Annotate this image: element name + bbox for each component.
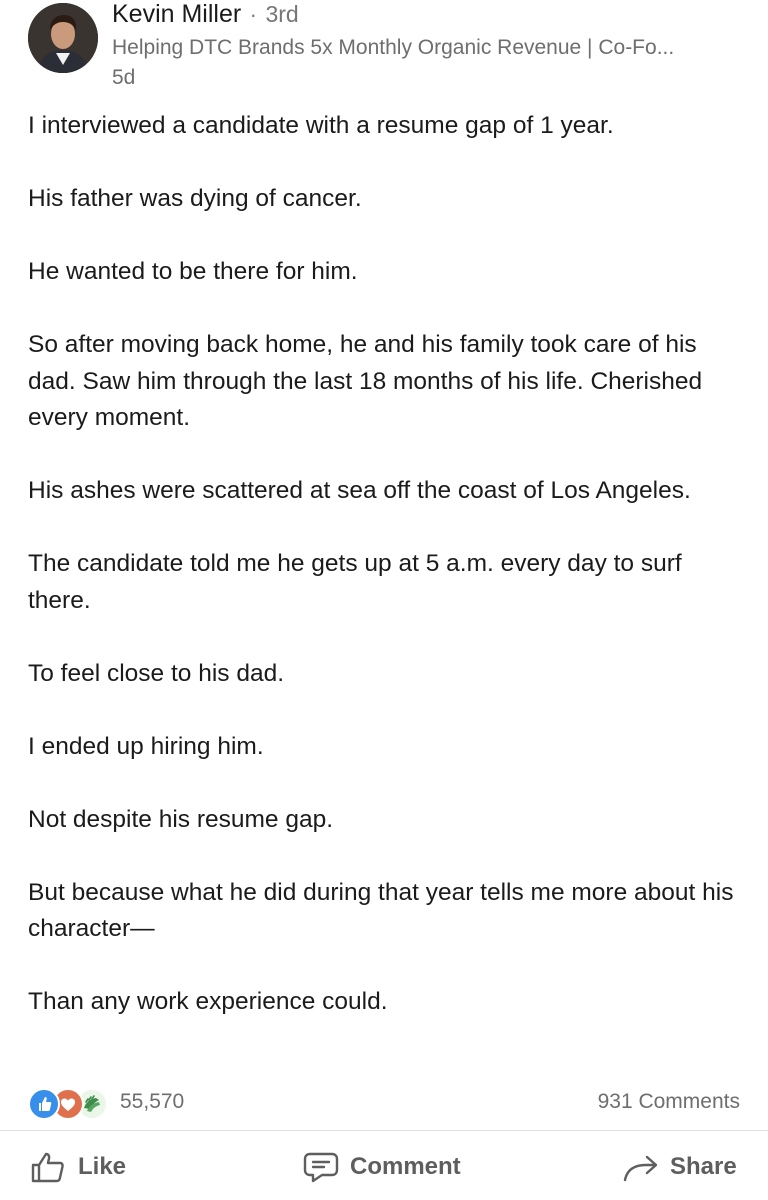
- post-paragraph: Than any work experience could.: [28, 988, 388, 1015]
- connection-degree: 3rd: [265, 1, 299, 27]
- post-paragraph: I interviewed a candidate with a resume gap of 1 year.: [28, 112, 614, 139]
- post-paragraph: The candidate told me he gets up at 5 a.m. every day to surf there.: [28, 550, 682, 614]
- thumbs-up-icon: [30, 1150, 68, 1184]
- post-paragraph: His father was dying of cancer.: [28, 185, 362, 212]
- comment-icon: [302, 1150, 340, 1184]
- post-paragraph: His ashes were scattered at sea off the coast of Los Angeles.: [28, 477, 691, 504]
- comment-label: Comment: [350, 1153, 461, 1180]
- reaction-count[interactable]: 55,570: [120, 1090, 185, 1113]
- like-icon: [28, 1088, 60, 1120]
- share-label: Share: [670, 1153, 737, 1180]
- post-paragraph: To feel close to his dad.: [28, 659, 285, 687]
- post-paragraph: Not despite his resume gap.: [28, 805, 334, 833]
- action-bar: [0, 1131, 768, 1200]
- post-body: [28, 108, 743, 1021]
- reactions-summary[interactable]: [28, 1088, 118, 1118]
- post-paragraph: He wanted to be there for him.: [28, 258, 358, 285]
- share-button[interactable]: [622, 1151, 737, 1183]
- post-timestamp: 5d: [112, 66, 136, 89]
- like-button[interactable]: [30, 1151, 126, 1183]
- author-avatar[interactable]: [28, 3, 98, 73]
- like-label: Like: [78, 1153, 127, 1180]
- share-arrow-icon: [622, 1150, 660, 1184]
- post-header: [28, 0, 748, 100]
- post-paragraph: But because what he did during that year tells me more about his character—: [28, 878, 734, 942]
- author-headline: Helping DTC Brands 5x Monthly Organic Revenue | Co-Fo...: [112, 36, 675, 59]
- author-name[interactable]: Kevin Miller: [112, 0, 242, 28]
- comments-count[interactable]: 931 Comments: [597, 1090, 740, 1113]
- post-paragraph: So after moving back home, he and his family took care of his dad. Saw him through the last 18 months of his life. Cherished every moment.: [28, 331, 703, 431]
- post-paragraph: I ended up hiring him.: [28, 732, 264, 760]
- author-line: [112, 0, 299, 29]
- comment-button[interactable]: [302, 1151, 461, 1183]
- separator-dot: ·: [249, 2, 257, 27]
- social-counts: [28, 1086, 740, 1118]
- author-photo: [28, 3, 98, 73]
